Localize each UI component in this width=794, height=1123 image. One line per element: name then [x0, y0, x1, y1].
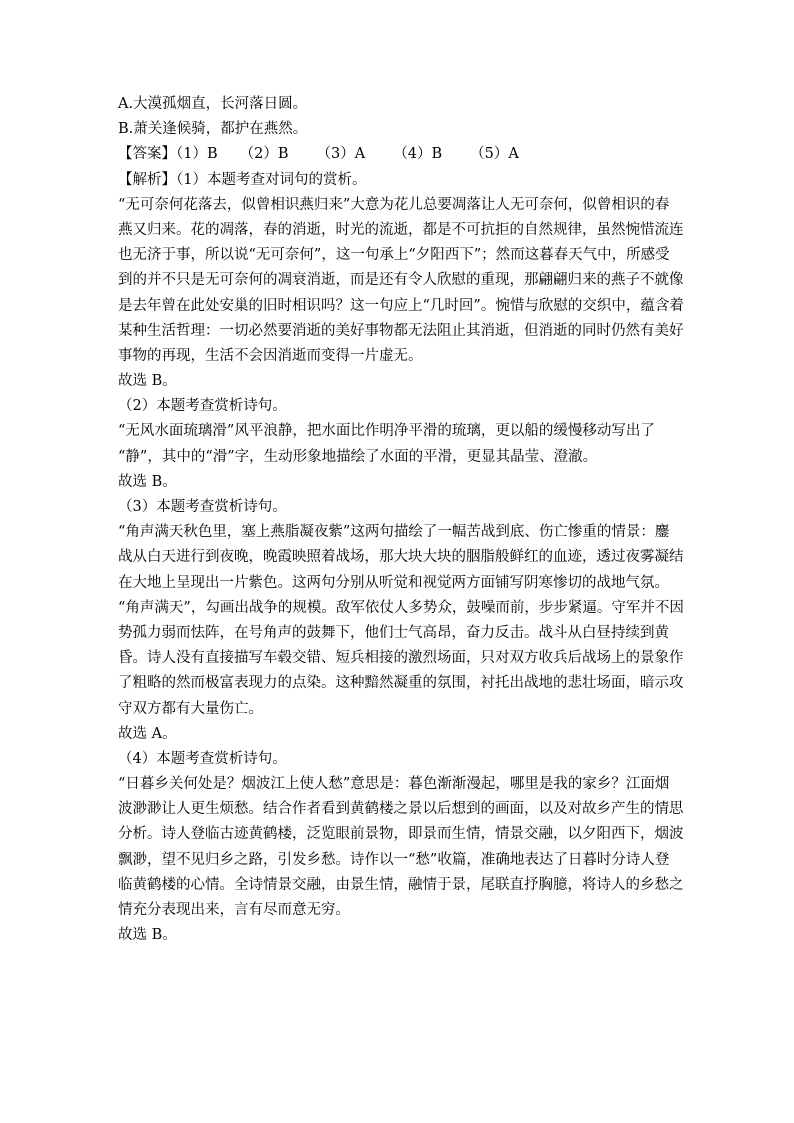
- analysis-line: 情充分表现出来，言有尽而意无穷。: [118, 902, 350, 918]
- analysis-line: “日暮乡关何处是？烟波江上使人愁”意思是：暮色渐渐漫起，哪里是我的家乡？江面烟: [118, 776, 670, 793]
- answer-label: 【答案】: [118, 146, 176, 163]
- analysis-line: 了粗略的然而极富表现力的点染。这种黯然凝重的氛围，衬托出战地的悲壮场面，暗示攻: [118, 675, 684, 692]
- analysis-line: （3）本题考查赏析诗句。: [118, 499, 287, 515]
- option-b: B.萧关逢候骑，都护在燕然。: [118, 121, 308, 138]
- analysis-line: 到的并不只是无可奈何的凋衰消逝，而是还有令人欣慰的重现，那翩翩归来的燕子不就像: [118, 272, 684, 289]
- analysis-line: （2）本题考查赏析诗句。: [118, 398, 287, 415]
- analysis-line: 故选 A。: [118, 725, 177, 742]
- analysis-line: 波渺渺让人更生烦愁。结合作者看到黄鹤楼之景以后想到的画面，以及对故乡产生的情思: [118, 801, 684, 818]
- analysis-section: [118, 168, 684, 949]
- analysis-line: （4）本题考查赏析诗句。: [118, 750, 287, 767]
- analysis-line: 势孤力弱而怯阵，在号角声的鼓舞下，他们士气高昂，奋力反击。战斗从白昼持续到黄: [118, 624, 669, 641]
- answer-line: [118, 142, 678, 167]
- analysis-line: 分析。诗人登临古迹黄鹤楼，泛览眼前景物，即景而生情，情景交融，以夕阳西下，烟波: [118, 826, 684, 843]
- analysis-line: 故选 B。: [118, 927, 177, 944]
- analysis-line: 守双方都有大量伤亡。: [118, 700, 263, 717]
- analysis-line: 事物的再现，生活不会因消逝而变得一片虚无。: [118, 347, 423, 364]
- analysis-line: 故选 B。: [118, 473, 177, 490]
- analysis-line: 战从白天进行到夜晚，晚霞映照着战场，那大块大块的胭脂般鲜红的血迹，透过夜雾凝结: [118, 549, 684, 566]
- analysis-line: “无风水面琉璃滑”风平浪静，把水面比作明净平滑的琉璃，更以船的缓慢移动写出了: [118, 423, 655, 440]
- analysis-line: 是去年曾在此处安巢的旧时相识吗？这一句应上“几时回”。惋惜与欣慰的交织中，蕴含着: [118, 297, 684, 314]
- answer-item: （5）A: [470, 146, 519, 163]
- document-body: [118, 92, 684, 948]
- analysis-line: “角声满天秋色里，塞上燕脂凝夜紫”这两句描绘了一幅苦战到底、伤亡惨重的情景：鏖: [118, 524, 670, 541]
- analysis-line: 昏。诗人没有直接描写车毂交错、短兵相接的激烈场面，只对双方收兵后战场上的景象作: [118, 650, 684, 667]
- analysis-line: “角声满天”，勾画出战争的规模。敌军依仗人多势众，鼓噪而前，步步紧逼。守军并不因: [118, 599, 684, 616]
- answer-item: （2）B: [239, 146, 289, 163]
- analysis-line: 临黄鹤楼的心情。全诗情景交融，由景生情，融情于景，尾联直抒胸臆，将诗人的乡愁之: [118, 876, 684, 893]
- analysis-line: 【解析】（1）本题考查对词句的赏析。: [118, 171, 367, 188]
- option-a: A.大漠孤烟直，长河落日圆。: [118, 96, 308, 112]
- analysis-line: 故选 B。: [118, 373, 177, 390]
- answer-item: （3）A: [316, 146, 366, 163]
- analysis-line: 在大地上呈现出一片紫色。这两句分别从听觉和视觉两方面铺写阴寒惨切的战地气氛。: [118, 574, 669, 591]
- analysis-line: 燕又归来。花的凋落，春的消逝，时光的流逝，都是不可抗拒的自然规律，虽然惋惜流连: [118, 221, 684, 238]
- analysis-line: 飘渺，望不见归乡之路，引发乡愁。诗作以一“愁”收篇，准确地表达了日暮时分诗人登: [118, 851, 670, 868]
- analysis-line: “静”，其中的“滑”字，生动形象地描绘了水面的平滑，更显其晶莹、澄澈。: [118, 448, 598, 465]
- analysis-line: 某种生活哲理：一切必然要消逝的美好事物都无法阻止其消逝，但消逝的同时仍然有美好: [118, 322, 684, 339]
- answer-item: （4）B: [393, 146, 443, 163]
- answer-item: （1）B: [176, 146, 218, 163]
- analysis-line: 也无济于事，所以说“无可奈何”，这一句承上“夕阳西下”；然而这暮春天气中，所感受: [118, 247, 670, 264]
- analysis-line: “无可奈何花落去，似曾相识燕归来”大意为花儿总要凋落让人无可奈何，似曾相识的春: [118, 196, 670, 213]
